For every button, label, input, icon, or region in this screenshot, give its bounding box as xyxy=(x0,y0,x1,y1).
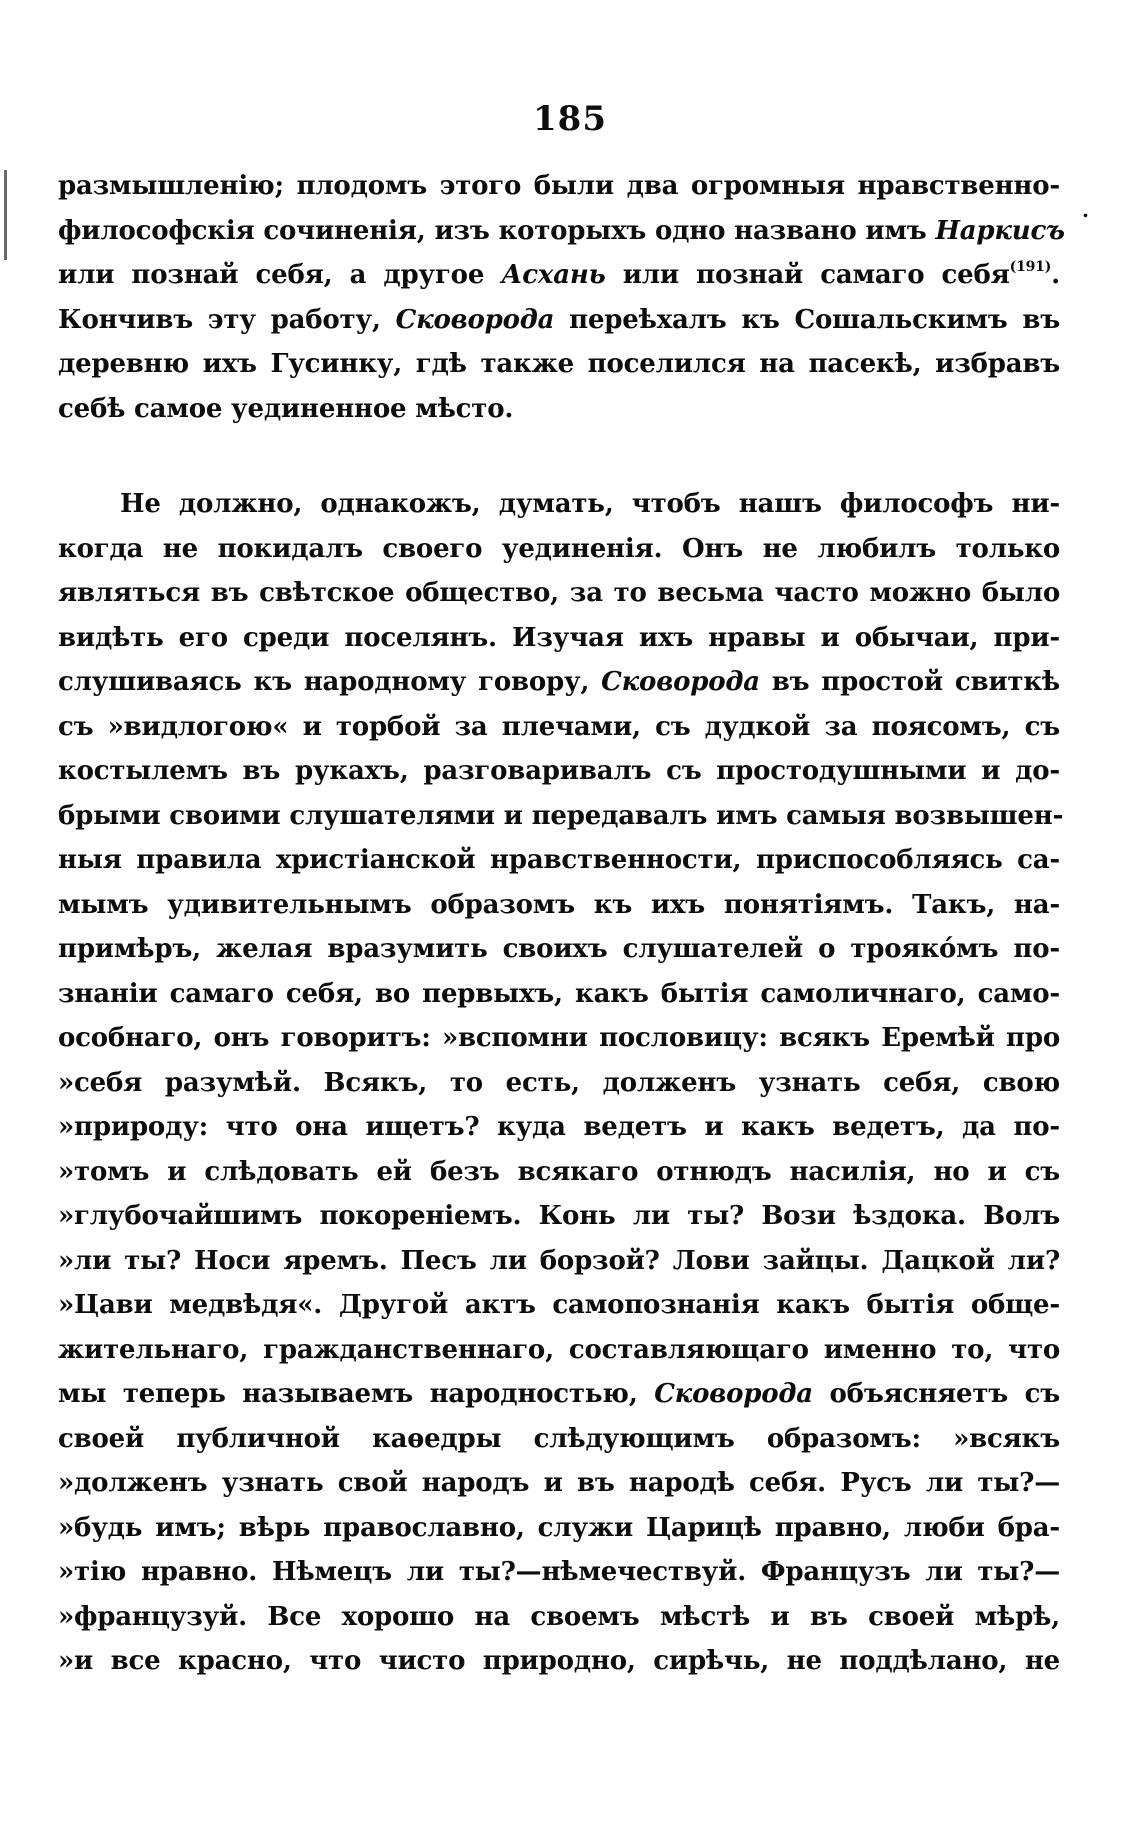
text-line xyxy=(58,298,1060,343)
line-segment: Не должно, однакожъ, думать, чтобъ нашъ философъ ни- xyxy=(120,489,1060,519)
footnote-reference: (191) xyxy=(1009,259,1052,275)
page-number: 185 xyxy=(533,99,607,139)
text-line xyxy=(58,1372,1060,1417)
text-line xyxy=(58,482,1060,527)
scan-margin-mark xyxy=(4,170,7,260)
text-line: себѣ самое уединенное мѣсто. xyxy=(58,393,514,424)
text-line: жительнаго, гражданственнаго, составляющаго именно то, что xyxy=(58,1334,1060,1365)
text-line xyxy=(58,660,1060,705)
line-segment: въ простой свиткѣ xyxy=(771,667,1061,697)
author-name: Сковорода xyxy=(395,304,555,335)
text-line: »глубочайшимъ покореніемъ. Конь ли ты? Вози ѣздока. Волъ xyxy=(58,1201,1060,1231)
text-line: являться въ свѣтское общество, за то весьма часто можно было xyxy=(58,578,1060,608)
line-segment: Кончивъ эту работу, xyxy=(58,304,381,335)
text-line: костылемъ въ рукахъ, разговаривалъ съ простодушными и до- xyxy=(58,756,1060,786)
text-line: »тію нравно. Нѣмецъ ли ты?—нѣмечествуй. Французъ ли ты?— xyxy=(58,1557,1060,1587)
author-name: Сковорода xyxy=(654,1379,813,1409)
text-line: съ »видлогою« и торбой за плечами, съ дудкой за поясомъ, съ xyxy=(58,711,1060,742)
margin-dot: . xyxy=(1082,198,1089,222)
line-segment: переѣхалъ къ Сошальскимъ въ xyxy=(569,304,1060,335)
text-line: »долженъ узнать свой народъ и въ народѣ себя. Русъ ли ты?— xyxy=(58,1468,1060,1498)
text-line: »французуй. Все хорошо на своемъ мѣстѣ и въ своей мѣрѣ, xyxy=(58,1601,1060,1632)
text-line: знаніи самаго себя, во первыхъ, какъ бытія самоличнаго, само- xyxy=(58,978,1060,1009)
work-title-narcissus: Наркисъ xyxy=(935,215,1065,246)
text-line: особнаго, онъ говоритъ: »вспомни пословицу: всякъ Еремѣй про xyxy=(58,1023,1060,1053)
paragraph-2 xyxy=(58,482,1064,1684)
text-line: »природу: что она ищетъ? куда ведетъ и какъ ведетъ, да по- xyxy=(58,1112,1060,1142)
line-segment: объясняетъ съ xyxy=(829,1379,1061,1409)
text-line: своей публичной каѳедры слѣдующимъ образомъ: »всякъ xyxy=(58,1423,1060,1454)
line-segment: или познай себя, а другое xyxy=(58,260,485,290)
text-line: деревню ихъ Гусинку, гдѣ также поселился на пасекѣ, избравъ xyxy=(58,349,1060,379)
text-line: »себя разумѣй. Всякъ, то есть, долженъ узнать себя, свою xyxy=(58,1067,1060,1098)
text-line: видѣть его среди поселянъ. Изучая ихъ нравы и обычаи, при- xyxy=(58,622,1060,653)
paragraph-1 xyxy=(58,164,1065,431)
text-line: или познай себя, а другое Асхань или познай самаго себя$^{(191)}$. xyxy=(58,259,1060,290)
text-line: ныя правила христіанской нравственности, приспособляясь са- xyxy=(58,845,1060,875)
text-line: брыми своими слушателями и передавалъ имъ самыя возвышен- xyxy=(58,800,1064,831)
text-line: »томъ и слѣдовать ей безъ всякаго отнюдъ насилія, но и съ xyxy=(58,1156,1060,1187)
line-segment: философскія сочиненія, изъ которыхъ одно названо имъ xyxy=(58,215,927,246)
text-line xyxy=(58,209,1065,254)
text-line: »Цави медвѣдя«. Другой актъ самопознанія какъ бытія обще- xyxy=(58,1290,1060,1320)
line-segment: мы теперь называемъ народностью, xyxy=(58,1379,638,1409)
text-line: примѣръ, желая вразумить своихъ слушателей о трояко́мъ по- xyxy=(58,934,1060,964)
line-segment: или познай самаго себя xyxy=(622,260,1010,290)
text-line: когда не покидалъ своего уединенія. Онъ не любилъ только xyxy=(58,533,1060,564)
text-line: »ли ты? Носи яремъ. Песъ ли борзой? Лови зайцы. Дацкой ли? xyxy=(58,1245,1060,1276)
work-title-askhan: Асхань xyxy=(501,260,606,290)
text-line: размышленію; плодомъ этого были два огромныя нравственно- xyxy=(58,171,1060,201)
author-name: Сковорода xyxy=(601,667,760,697)
text-line: »и все красно, что чисто природно, сирѣчь, не поддѣлано, не xyxy=(58,1646,1060,1676)
text-line: мымъ удивительнымъ образомъ къ ихъ понятіямъ. Такъ, на- xyxy=(58,889,1060,920)
line-segment: слушиваясь къ народному говору, xyxy=(58,667,590,697)
text-line: »будь имъ; вѣрь православно, служи Царицѣ правно, люби бра- xyxy=(58,1512,1060,1543)
